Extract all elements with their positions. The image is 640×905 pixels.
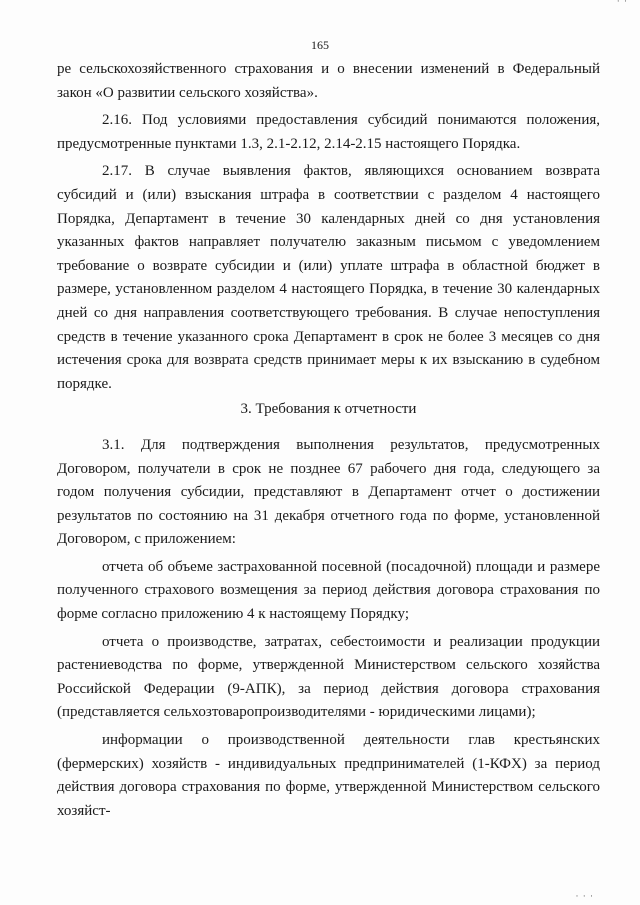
page-number: 165 xyxy=(311,38,329,52)
paragraph-2-17: 2.17. В случае выявления фактов, являющихся основанием возврата субсидий и (или) взыскания штрафа в соответствии с разделом 4 настоящего Порядка, Департамент в течение 30 календарных дней со дня установления указанных фактов направляет получателю заказным письмом с уведомлением требование о возврате субсидии и (или) уплате штрафа в областной бюджет в размере, установленном разделом 4 настоящего Порядка, в течение 30 календарных дней со дня направления соответствующего требования. В случае непоступления средств в течение указанного срока Департамент в срок не более 3 месяцев со дня истечения срока для возврата средств принимает меры к их взысканию в судебном порядке. xyxy=(57,163,600,392)
document-body xyxy=(57,58,600,823)
scan-mark-bottom-right: · · · xyxy=(575,891,594,901)
paragraph-2-16: 2.16. Под условиями предоставления субсидий понимаются положения, предусмотренные пунктами 1.3, 2.1-2.12, 2.14-2.15 настоящего Порядка. xyxy=(57,112,600,152)
paragraph-continuation: ре сельскохозяйственного страхования и о внесении изменений в Федеральный закон «О развитии сельского хозяйства». xyxy=(57,61,600,101)
paragraph-report-insured-area: отчета об объеме застрахованной посевной (посадочной) площади и размере полученного страхового возмещения за период действия договора страхования по форме согласно приложению 4 к настоящему Порядку; xyxy=(57,558,600,623)
section-heading: 3. Требования к отчетности xyxy=(240,401,417,418)
paragraph-info-peasant-farms: информации о производственной деятельности глав крестьянских (фермерских) хозяйств - индивидуальных предпринимателей (1-КФХ) за период действия договора страхования по форме, утвержденной Министерством сельского хозяйст- xyxy=(57,732,600,819)
scan-mark-top-right: · · xyxy=(616,0,628,6)
paragraph-report-production: отчета о производстве, затратах, себестоимости и реализации продукции растениеводства по форме, утвержденной Министерством сельского хозяйства Российской Федерации (9-АПК), за период действия договора страхования (представляется сельхозтоваропроизводителями - юридическими лицами); xyxy=(57,633,600,721)
paragraph-3-1: 3.1. Для подтверждения выполнения результатов, предусмотренных Договором, получатели в срок не позднее 67 рабочего дня года, следующего за годом получения субсидии, представляют в Департамент отчет о достижении результатов по состоянию на 31 декабря отчетного года по форме, установленной Договором, с приложением: xyxy=(57,436,600,548)
